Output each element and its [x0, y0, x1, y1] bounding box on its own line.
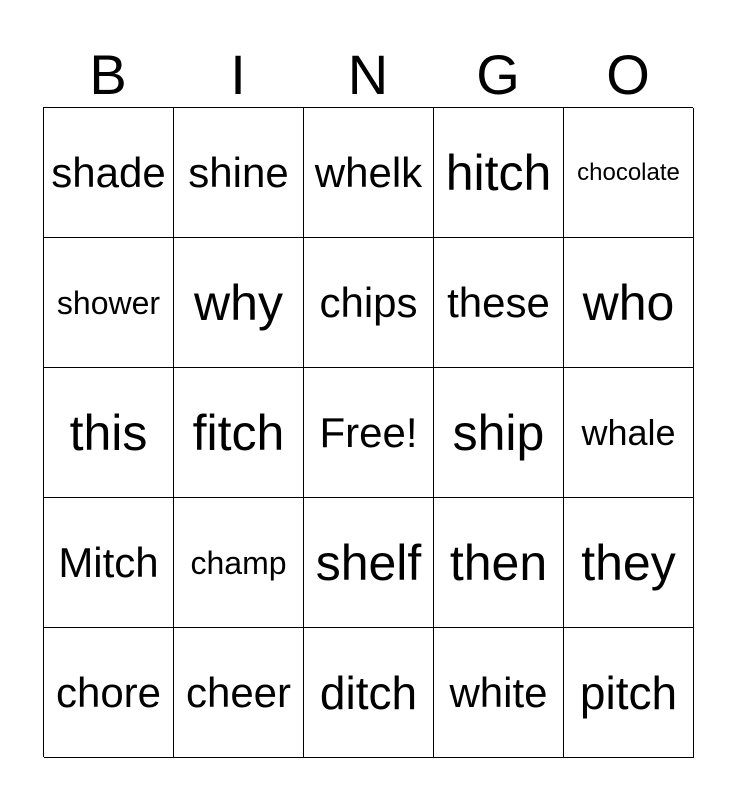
bingo-cell[interactable]: pitch	[564, 628, 694, 758]
bingo-cell[interactable]: these	[434, 238, 564, 368]
bingo-cell[interactable]: Mitch	[44, 498, 174, 628]
bingo-cell[interactable]: whelk	[304, 108, 434, 238]
bingo-header	[43, 44, 693, 106]
bingo-cell[interactable]: champ	[174, 498, 304, 628]
bingo-cell[interactable]: whale	[564, 368, 694, 498]
bingo-cell[interactable]: shower	[44, 238, 174, 368]
bingo-cell[interactable]: they	[564, 498, 694, 628]
bingo-cell[interactable]: ditch	[304, 628, 434, 758]
bingo-cell[interactable]: cheer	[174, 628, 304, 758]
bingo-board	[43, 107, 693, 757]
bingo-cell[interactable]: ship	[434, 368, 564, 498]
header-letter-i: I	[230, 43, 246, 106]
free-space-cell[interactable]: Free!	[304, 368, 434, 498]
bingo-cell[interactable]: chore	[44, 628, 174, 758]
bingo-cell[interactable]: who	[564, 238, 694, 368]
bingo-cell[interactable]: shine	[174, 108, 304, 238]
bingo-cell[interactable]: shade	[44, 108, 174, 238]
bingo-cell[interactable]: chocolate	[564, 108, 694, 238]
header-letter-g: G	[476, 43, 520, 106]
bingo-cell[interactable]: hitch	[434, 108, 564, 238]
header-letter-b: B	[89, 43, 127, 106]
bingo-cell[interactable]: white	[434, 628, 564, 758]
bingo-cell[interactable]: this	[44, 368, 174, 498]
bingo-cell[interactable]: shelf	[304, 498, 434, 628]
bingo-cell[interactable]: fitch	[174, 368, 304, 498]
bingo-cell[interactable]: then	[434, 498, 564, 628]
header-letter-n: N	[347, 43, 389, 106]
bingo-cell[interactable]: why	[174, 238, 304, 368]
bingo-cell[interactable]: chips	[304, 238, 434, 368]
header-letter-o: O	[606, 43, 650, 106]
